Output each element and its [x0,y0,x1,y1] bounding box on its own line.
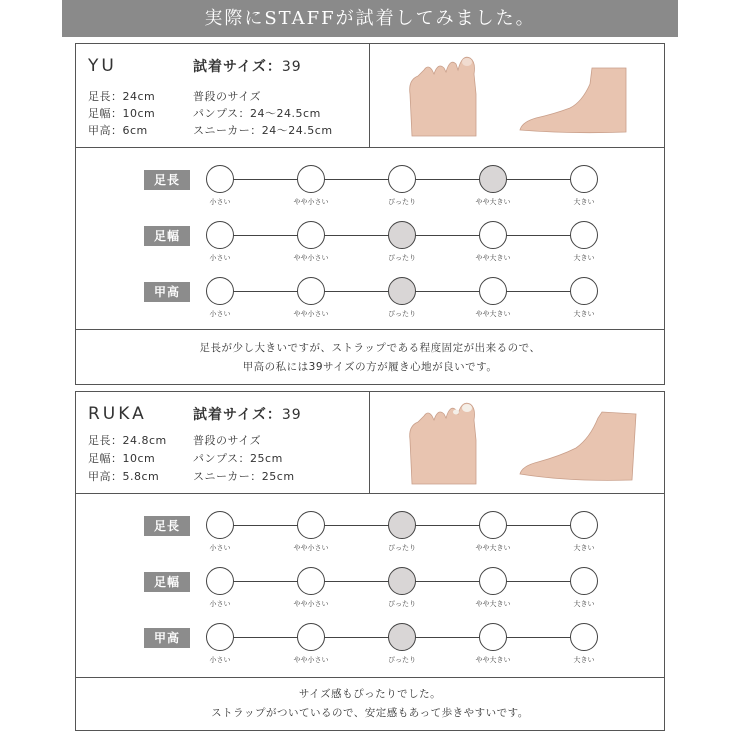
scale-label: 大きい [573,544,595,552]
fit-chart [75,147,665,331]
trial-size-label: 試着サイズ： [193,59,282,75]
comment-line-2: 甲高の私には39サイズの方が履き心地が良いです。 [242,361,498,373]
scale-label: やや大きい [475,600,511,608]
usual-size-title: 普段のサイズ [193,90,262,103]
scale-dot-small [206,221,234,249]
scale-dot-small [206,623,234,651]
scale-label: やや小さい [293,198,329,206]
trial-size [193,404,302,424]
scale-dot-slightly-small [297,567,325,595]
scale-label: ぴったり [388,310,416,318]
rating-row-foot-width [144,218,604,262]
scale-label: やや大きい [475,254,511,262]
scale-dot-just-right-selected [388,277,416,305]
scale-label: ぴったり [388,198,416,206]
foot-photo-illustration [370,392,664,494]
scale-label: やや大きい [475,310,511,318]
trial-size-label: 試着サイズ： [193,407,282,423]
foot-side-view [520,412,636,480]
trial-size-value: 39 [281,407,302,423]
scale-dot-slightly-large [479,221,507,249]
scale-dot-slightly-small [297,511,325,539]
scale-dot-slightly-small [297,165,325,193]
rating-label: 足長 [144,170,190,190]
usual-size-title: 普段のサイズ [193,434,262,447]
scale-label: 小さい [209,600,231,608]
foot-photos [370,392,664,494]
usual-pumps-size: パンプス：24〜24.5cm [193,107,321,120]
scale-label: やや小さい [293,544,329,552]
scale-label: やや小さい [293,656,329,664]
scale-dot-slightly-large [479,567,507,595]
rating-label: 足幅 [144,226,190,246]
scale-label: ぴったり [388,254,416,262]
staff-card-ruka [75,391,665,731]
rating-row-instep [144,620,604,664]
scale-dot-small [206,165,234,193]
usual-sneaker-size: スニーカー：24〜24.5cm [193,124,333,137]
comment-line-2: ストラップがついているので、安定感もあって歩きやすいです。 [211,707,529,719]
scale-dot-small [206,567,234,595]
staff-card-yu [75,43,665,385]
scale-label: 小さい [209,254,231,262]
scale-label: 大きい [573,656,595,664]
staff-name: RUKA [88,404,147,424]
comment-line-1: 足長が少し大きいですが、ストラップである程度固定が出来るので、 [199,342,541,354]
rating-label: 甲高 [144,282,190,302]
scale-dot-slightly-small [297,623,325,651]
staff-comment [75,329,665,385]
foot-top-view [410,57,476,136]
foot-photos [370,44,664,148]
scale-dot-slightly-large [479,277,507,305]
scale-label: 大きい [573,600,595,608]
scale-label: ぴったり [388,600,416,608]
scale-dot-slightly-small [297,277,325,305]
trial-size-value: 39 [281,59,302,75]
scale-dot-large [570,511,598,539]
scale-label: 大きい [573,254,595,262]
rating-label: 足長 [144,516,190,536]
fit-chart [75,493,665,679]
scale-label: 小さい [209,656,231,664]
scale-label: やや小さい [293,310,329,318]
rating-row-foot-length [144,162,604,206]
scale-label: やや大きい [475,656,511,664]
scale-dot-just-right-selected [388,623,416,651]
staff-info [75,391,665,495]
scale-dot-slightly-large-selected [479,165,507,193]
page-banner: 実際にSTAFFが試着してみました。 [62,0,678,37]
foot-width: 足幅：10cm [88,452,156,465]
staff-comment [75,677,665,731]
scale-dot-large [570,221,598,249]
scale-dot-slightly-large [479,511,507,539]
scale-dot-slightly-large [479,623,507,651]
foot-top-view [410,403,476,484]
foot-photo-illustration [370,44,664,148]
instep-height: 甲高：6cm [88,124,148,137]
rating-label: 足幅 [144,572,190,592]
scale-label: 小さい [209,310,231,318]
scale-dot-small [206,511,234,539]
scale-label: 大きい [573,198,595,206]
trial-size [193,56,302,76]
scale-dot-large [570,165,598,193]
scale-dot-large [570,277,598,305]
scale-label: やや小さい [293,600,329,608]
scale-dot-large [570,567,598,595]
scale-label: やや大きい [475,544,511,552]
usual-pumps-size: パンプス：25cm [193,452,283,465]
rating-row-instep [144,274,604,318]
scale-label: ぴったり [388,544,416,552]
instep-height: 甲高：5.8cm [88,470,160,483]
scale-label: 大きい [573,310,595,318]
staff-profile [76,44,370,148]
scale-label: ぴったり [388,656,416,664]
usual-sneaker-size: スニーカー：25cm [193,470,295,483]
scale-dot-just-right [388,165,416,193]
foot-width: 足幅：10cm [88,107,156,120]
scale-dot-just-right-selected [388,511,416,539]
scale-dot-slightly-small [297,221,325,249]
scale-dot-small [206,277,234,305]
foot-side-view [520,68,626,133]
rating-row-foot-width [144,564,604,608]
foot-length: 足長：24.8cm [88,434,167,447]
staff-name: YU [88,56,117,76]
scale-label: やや小さい [293,254,329,262]
scale-label: やや大きい [475,198,511,206]
scale-dot-large [570,623,598,651]
scale-dot-just-right-selected [388,221,416,249]
scale-dot-just-right-selected [388,567,416,595]
staff-profile [76,392,370,494]
scale-label: 小さい [209,198,231,206]
staff-info [75,43,665,149]
scale-label: 小さい [209,544,231,552]
foot-length: 足長：24cm [88,90,156,103]
comment-line-1: サイズ感もぴったりでした。 [298,688,442,700]
rating-row-foot-length [144,508,604,552]
rating-label: 甲高 [144,628,190,648]
